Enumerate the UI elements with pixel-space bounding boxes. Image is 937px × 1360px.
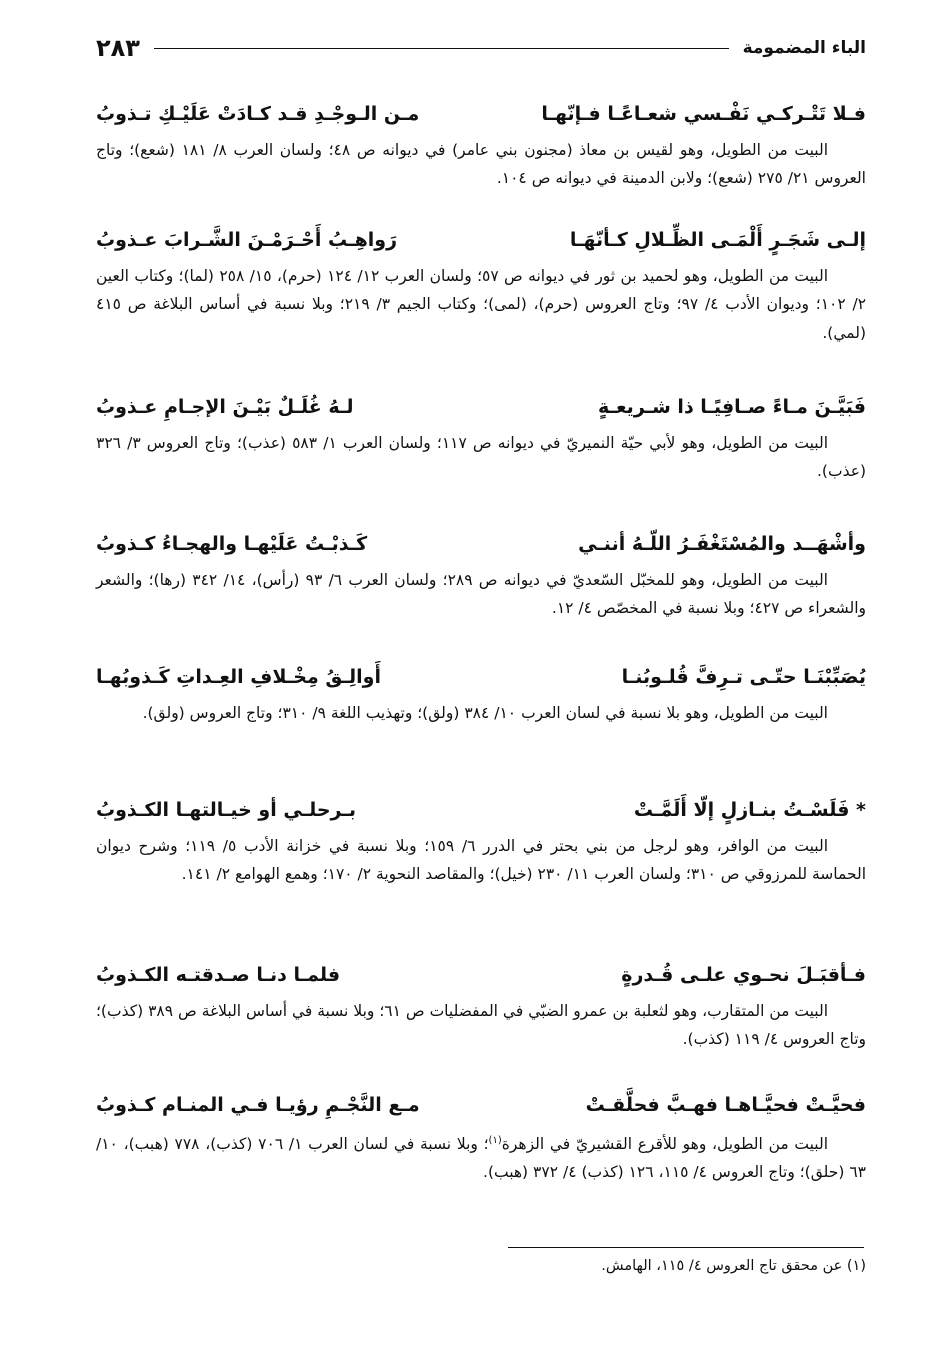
verse-entry [96, 218, 866, 347]
first-hemistich: وأشْهَــد والمُسْتَغْفَـرُ اللّـهُ أننـي [578, 533, 866, 555]
verse-note: البيت من الوافر، وهو لرجل من بني بحتر في الدرر ٦/ ١٥٩؛ وبلا نسبة في خزانة الأدب ٥/ ١١٩؛ وشرح ديوان الحماسة للمرزوقي ص ٣١٠؛ ولسان العرب ١١/ ٢٣٠ (خيل)؛ والمقاصد النحوية ٢/ ١٧٠؛ وهمع الهوامع ٢/ ١٤١. [96, 837, 866, 884]
verse-line [96, 522, 866, 566]
second-hemistich: كَـذبْـتُ عَلَيْهـا والهجـاءُ كـذوبُ [96, 533, 368, 555]
second-hemistich: بـرحلـي أو خيـالتهـا الكـذوبُ [96, 799, 356, 821]
verse-line [96, 385, 866, 429]
note-text: البيت من الطويل، وهو للأقرع القشيريّ في الزهرة [501, 1135, 828, 1154]
verse-note: البيت من الطويل، وهو للمخبّل السّعديّ في ديوانه ص ٢٨٩؛ ولسان العرب ٦/ ٩٣ (رأس)، ١٤/ ٣٤٢ (رها)؛ والشعر والشعراء ص ٤٢٧؛ وبلا نسبة في المخصّص ٤/ ١٢. [96, 571, 866, 618]
verse-entry [96, 788, 866, 889]
verse-entry [96, 92, 866, 193]
verse-line [96, 655, 866, 699]
verse-note: البيت من الطويل، وهو لقيس بن معاذ (مجنون بني عامر) في ديوانه ص ٤٨؛ ولسان العرب ٨/ ١٨١ (شعع)؛ وتاج العروس ٢١/ ٢٧٥ (شعع)؛ ولابن الدمينة في ديوانه ص ١٠٤. [96, 141, 866, 188]
verse-note: البيت من الطويل، وهو لحميد بن ثور في ديوانه ص ٥٧؛ ولسان العرب ١٢/ ١٢٤ (حرم)، ١٥/ ٢٥٨ (لما)؛ وكتاب العين ٢/ ١٠٢؛ وديوان الأدب ٤/ ٩٧؛ وتاج العروس (حرم)، (لمى)؛ وكتاب الجيم ٣/ ٢١٩؛ وبلا نسبة في أساس البلاغة ص ٤١٥ (لمي). [96, 267, 867, 342]
first-hemistich: فَبَيَّـنَ مـاءً صـافِيًـا ذا شـريعـةٍ [597, 396, 866, 418]
footnote-rule [508, 1247, 864, 1248]
verse-note: البيت من الطويل، وهو لأبي حيّة النميريّ في ديوانه ص ١١٧؛ ولسان العرب ١/ ٥٨٣ (عذب)؛ وتاج العروس ٣/ ٣٢٦ (عذب). [96, 434, 866, 481]
verse-entry [96, 1083, 866, 1187]
verse-line [96, 218, 866, 262]
first-hemistich: يُصَبِّبْنَـا حتّـى تـرِفَّ قُلـوبُنـا [621, 666, 866, 688]
verse-entry [96, 655, 866, 727]
second-hemistich: مـن الـوجْـدِ قـد كـادَتْ عَلَيْـكِ تـذوبُ [96, 103, 420, 125]
page-number: ٢٨٣ [96, 34, 140, 62]
note-text: ؛ وبلا نسبة في لسان العرب ١/ ٧٠٦ (كذب)، ٧٧٨ (هبب)، ١٠/ ٦٣ (حلق)؛ وتاج العروس ٤/ ١١٥، ١٢٦ (كذب) ٤/ ٣٧٢ (هبب). [96, 1135, 866, 1182]
second-hemistich: رَواهِـبُ أَحْـرَمْـنَ الشَّـرابَ عـذوبُ [96, 229, 398, 251]
first-hemistich: فـأقبَـلَ نحـوي علـى قُـدرةٍ [621, 964, 866, 986]
footnote-marker: (١) [488, 1135, 502, 1146]
verse-entry [96, 953, 866, 1054]
footnote: (١) عن محقق تاج العروس ٤/ ١١٥، الهامش. [601, 1258, 866, 1274]
second-hemistich: فلمـا دنـا صـدقتـه الكـذوبُ [96, 964, 341, 986]
first-hemistich: فحيَّـتْ فحيَّـاهـا فهـبَّ فحلَّقـتْ [585, 1094, 866, 1116]
verse-note [96, 1127, 866, 1187]
verse-entry [96, 522, 866, 623]
first-hemistich: * فَلَسْـتُ بنـازلٍ إلّا أَلَمَّـتْ [633, 799, 866, 821]
second-hemistich: أَوالِـقُ مِخْـلافِ العِـداتِ كَـذوبُهـا [96, 666, 381, 688]
verse-note: البيت من المتقارب، وهو لثعلبة بن عمرو الضبّي في المفضليات ص ٦١؛ وبلا نسبة في أساس البلاغة ص ٣٨٩ (كذب)؛ وتاج العروس ٤/ ١١٩ (كذب). [96, 1002, 866, 1049]
first-hemistich: فـلا تَتْـركـي نَفْـسي شعـاعًـا فـإنّهـا [541, 103, 866, 125]
second-hemistich: مـع النَّجْـمِ رؤيـا فـي المنـام كـذوبُ [96, 1094, 420, 1116]
verse-note: البيت من الطويل، وهو بلا نسبة في لسان العرب ١٠/ ٣٨٤ (ولق)؛ وتهذيب اللغة ٩/ ٣١٠؛ وتاج العروس (ولق). [142, 704, 828, 722]
verse-line [96, 92, 866, 136]
second-hemistich: لـهُ غُلَـلٌ بَيْـنَ الإجـامِ عـذوبُ [96, 396, 354, 418]
header-rule [154, 48, 729, 49]
first-hemistich: إلـى شَجَـرٍ أَلْمَـى الظِّـلالِ كـأنّهَـا [569, 229, 866, 251]
verse-entry [96, 385, 866, 486]
chapter-title: الباء المضمومة [742, 38, 866, 58]
verse-line [96, 788, 866, 832]
verse-line [96, 953, 866, 997]
page-header [96, 28, 866, 68]
verse-line [96, 1083, 866, 1127]
